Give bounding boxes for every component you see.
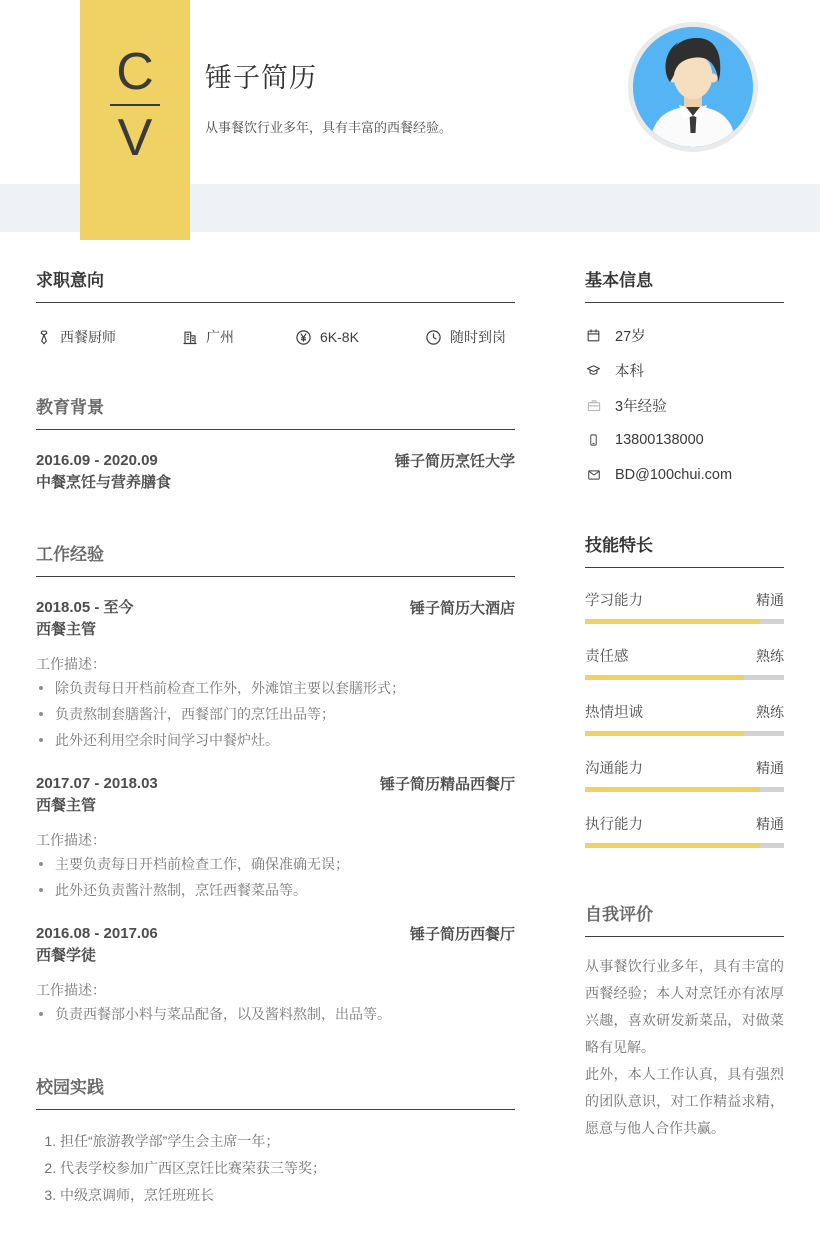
job-entry-1: [36, 597, 515, 753]
briefcase-icon: [585, 398, 602, 413]
section-education: [36, 393, 515, 494]
header: [0, 0, 820, 240]
section-work-experience: [36, 540, 515, 1027]
job1-period: 2018.05 - 至今: [36, 599, 134, 616]
yen-circle-icon: [295, 329, 312, 346]
intention-position: [36, 327, 182, 347]
info-experience: [585, 395, 784, 415]
education-period: 2016.09 - 2020.09: [36, 452, 158, 469]
skill5-level: 精通: [756, 816, 784, 832]
job3-period: 2016.08 - 2017.06: [36, 925, 158, 942]
section-title-basic-info: 基本信息: [585, 266, 784, 303]
job3-desc-label: 工作描述：: [36, 982, 106, 998]
skill-item-2: [585, 645, 784, 680]
job1-bullet: 此外还利用空余时间学习中餐炉灶。: [36, 727, 515, 753]
campus-item: 3. 中级烹调师，烹饪班班长: [60, 1182, 515, 1209]
tie-icon: [36, 329, 52, 346]
skill-item-1: [585, 589, 784, 624]
skill2-bar: [585, 675, 784, 680]
intention-salary-label: 6K-8K: [320, 329, 359, 345]
section-title-skills: 技能特长: [585, 531, 784, 568]
graduation-cap-icon: [585, 363, 602, 378]
job3-bullet: 负责西餐部小料与菜品配备，以及酱料熬制，出品等。: [36, 1001, 515, 1027]
skill-item-5: [585, 813, 784, 848]
skill2-bar-fill: [585, 675, 744, 680]
intention-city: [182, 327, 295, 347]
skill1-bar: [585, 619, 784, 624]
intention-position-label: 西餐厨师: [60, 329, 116, 345]
mail-icon: [585, 468, 602, 482]
job2-company: 锤子简历精品西餐厅: [379, 776, 515, 793]
skill5-name: 执行能力: [585, 817, 643, 833]
skill4-name: 沟通能力: [585, 761, 643, 777]
job-intention-row: [36, 327, 515, 347]
right-column: [585, 266, 784, 1255]
job-entry-2: [36, 773, 515, 903]
left-column: [36, 266, 515, 1255]
page-title: 锤子简历: [205, 63, 317, 93]
skill3-bar: [585, 731, 784, 736]
section-title-job-intention: 求职意向: [36, 266, 515, 303]
section-title-work-experience: 工作经验: [36, 540, 515, 577]
skill3-level: 熟练: [756, 704, 784, 720]
skill2-level: 熟练: [756, 648, 784, 664]
job1-bullets: [36, 675, 515, 753]
skill-item-4: [585, 757, 784, 792]
info-degree-value: 本科: [615, 363, 644, 380]
education-major: 中餐烹饪与营养膳食: [36, 474, 172, 491]
skill3-bar-fill: [585, 731, 744, 736]
section-title-self-evaluation: 自我评价: [585, 900, 784, 937]
resume-content: [0, 266, 820, 1255]
job1-desc-label: 工作描述：: [36, 656, 106, 672]
intention-salary: [295, 327, 425, 347]
cv-letter-c: C: [116, 43, 154, 101]
campus-item: 1. 担任“旅游教学部”学生会主席一年；: [60, 1128, 515, 1155]
info-degree: [585, 360, 784, 380]
education-entry: [36, 450, 515, 494]
info-age: [585, 325, 784, 345]
avatar: [628, 22, 758, 152]
job-entry-3: [36, 923, 515, 1027]
section-self-evaluation: [585, 900, 784, 1142]
cv-banner: [80, 0, 190, 240]
education-school: 锤子简历烹饪大学: [394, 453, 515, 470]
info-phone-value: 13800138000: [615, 432, 704, 448]
building-icon: [182, 329, 198, 346]
self-evaluation-text: [585, 953, 784, 1142]
skill1-level: 精通: [756, 592, 784, 608]
section-basic-info: [585, 266, 784, 485]
title-block: [205, 56, 452, 136]
skill1-name: 学习能力: [585, 593, 643, 609]
job2-period: 2017.07 - 2018.03: [36, 775, 158, 792]
basic-info-list: [585, 325, 784, 485]
job2-bullet: 主要负责每日开档前检查工作，确保准确无误；: [36, 851, 515, 877]
section-job-intention: [36, 266, 515, 347]
section-title-education: 教育背景: [36, 393, 515, 430]
skill4-bar: [585, 787, 784, 792]
job1-company: 锤子简历大酒店: [409, 600, 515, 617]
section-skills: [585, 531, 784, 848]
skill-item-3: [585, 701, 784, 736]
intention-availability-label: 随时到岗: [450, 329, 506, 345]
job2-bullet: 此外还负责酱汁熬制，烹饪西餐菜品等。: [36, 877, 515, 903]
campus-practice-list: [36, 1128, 515, 1209]
skill5-bar-fill: [585, 843, 760, 848]
cv-divider: [110, 104, 160, 106]
phone-icon: [585, 432, 602, 448]
person-avatar-icon: [633, 27, 753, 147]
job3-company: 锤子简历西餐厅: [409, 926, 515, 943]
job1-bullet: 负责熬制套膳酱汁，西餐部门的烹饪出品等；: [36, 701, 515, 727]
cv-letter-v: V: [117, 109, 153, 167]
intention-city-label: 广州: [206, 329, 234, 345]
skill4-bar-fill: [585, 787, 760, 792]
clock-icon: [425, 329, 442, 346]
section-campus-practice: [36, 1073, 515, 1209]
info-age-value: 27岁: [615, 328, 646, 345]
info-experience-value: 3年经验: [615, 398, 667, 415]
job1-bullet: 除负责每日开档前检查工作外，外滩馆主要以套膳形式；: [36, 675, 515, 701]
skill3-name: 热情坦诚: [585, 705, 643, 721]
intention-availability: [425, 327, 506, 347]
job1-title: 西餐主管: [36, 621, 97, 638]
job3-bullets: [36, 1001, 515, 1027]
info-email: [585, 465, 784, 485]
skill1-bar-fill: [585, 619, 760, 624]
job3-title: 西餐学徒: [36, 947, 97, 964]
section-title-campus-practice: 校园实践: [36, 1073, 515, 1110]
job2-title: 西餐主管: [36, 797, 97, 814]
job2-bullets: [36, 851, 515, 903]
header-subtitle: 从事餐饮行业多年，具有丰富的西餐经验。: [205, 120, 453, 135]
skill5-bar: [585, 843, 784, 848]
info-phone: [585, 430, 784, 450]
skill4-level: 精通: [756, 760, 784, 776]
calendar-icon: [585, 328, 602, 343]
self-evaluation-paragraph: 此外，本人工作认真，具有强烈的团队意识，对工作精益求精，愿意与他人合作共赢。: [585, 1066, 784, 1136]
info-email-value: BD@100chui.com: [615, 467, 733, 483]
self-evaluation-paragraph: 从事餐饮行业多年，具有丰富的西餐经验；本人对烹饪亦有浓厚兴趣，喜欢研发新菜品，对做菜略有见解。: [585, 958, 784, 1055]
job2-desc-label: 工作描述：: [36, 832, 106, 848]
campus-item: 2. 代表学校参加广西区烹饪比赛荣获三等奖；: [60, 1155, 515, 1182]
skill2-name: 责任感: [585, 649, 629, 665]
